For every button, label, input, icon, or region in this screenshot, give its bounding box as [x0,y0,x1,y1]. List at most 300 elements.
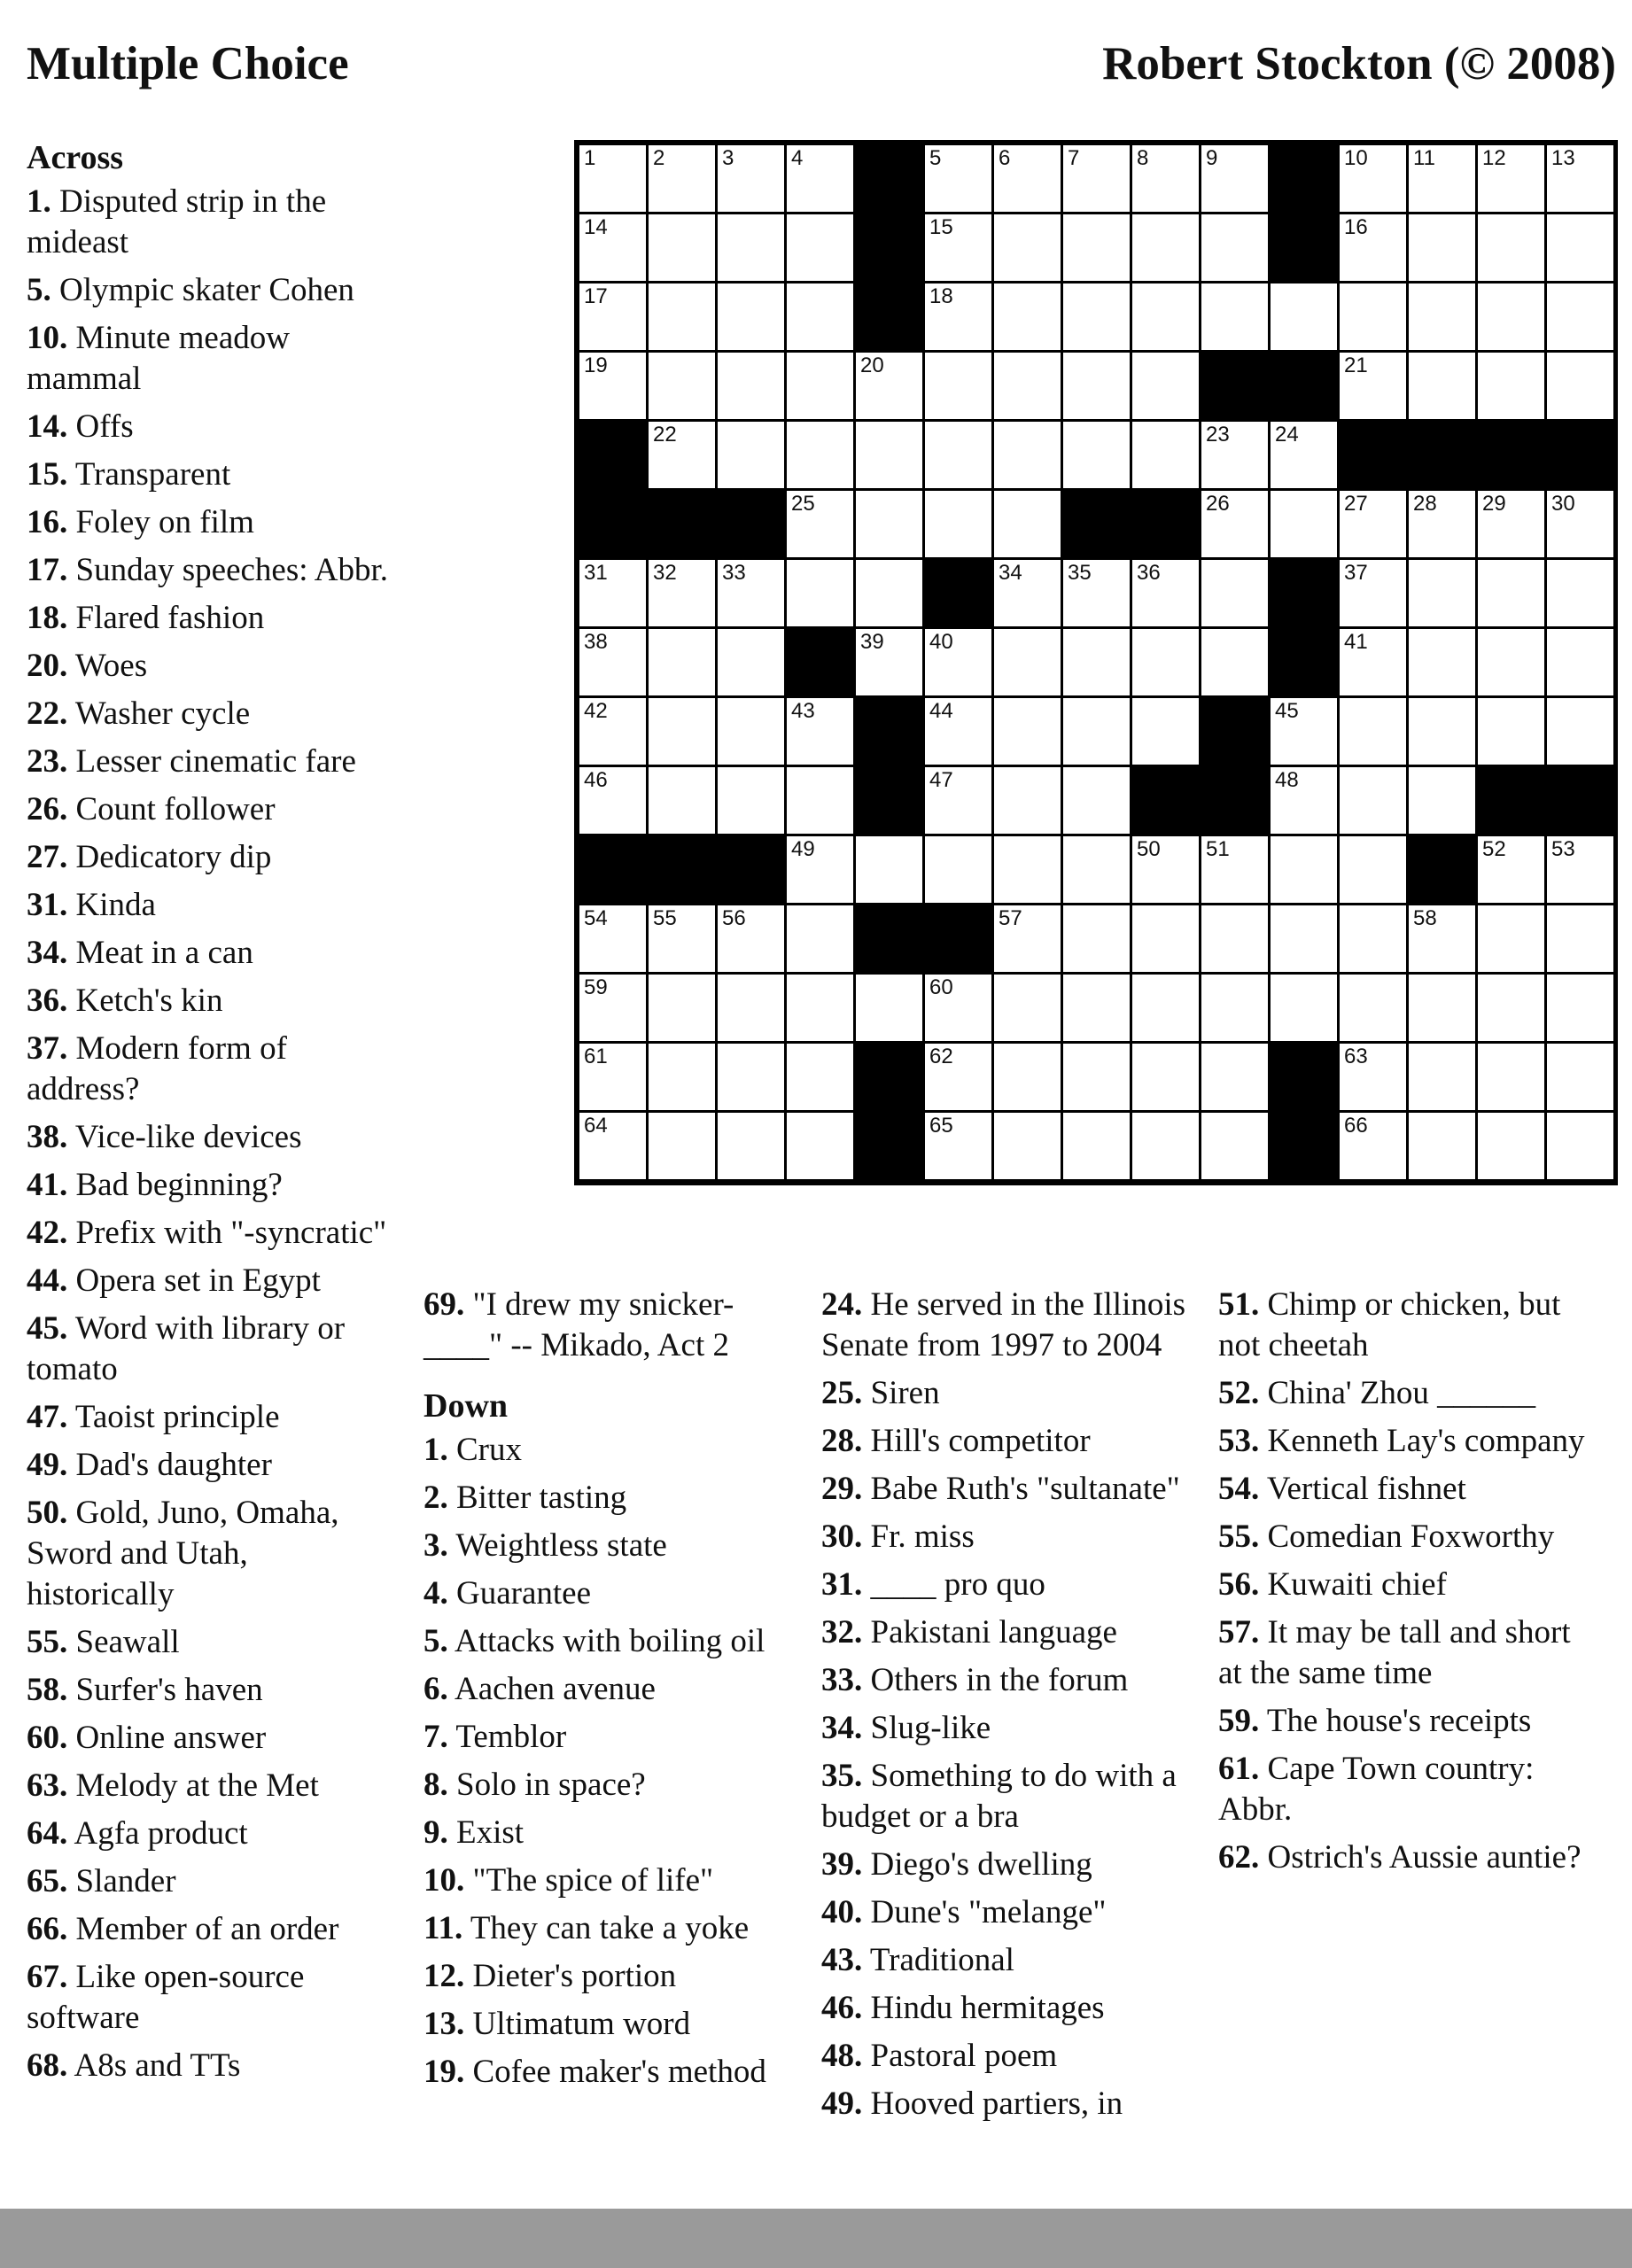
grid-cell[interactable] [1131,144,1201,214]
grid-cell[interactable] [1476,1042,1546,1112]
clue-item[interactable] [27,270,390,311]
clue-number: 10. [424,1862,465,1899]
grid-block [716,489,786,559]
clue-item[interactable] [424,1669,787,1710]
grid-cell[interactable] [1407,144,1477,214]
grid-cell[interactable] [1061,627,1131,697]
clue-item[interactable] [27,742,390,782]
grid-cell[interactable] [1131,351,1201,421]
clue-number: 67. [27,1959,68,1995]
grid-cell[interactable] [1545,627,1615,697]
grid-cell[interactable] [647,696,717,766]
grid-cell[interactable] [716,627,786,697]
grid-block [578,420,648,490]
grid-cell[interactable] [1545,1111,1615,1181]
clue-item[interactable] [27,1445,390,1486]
grid-cell[interactable] [854,558,924,628]
clue-item[interactable] [27,1861,390,1902]
grid-cell[interactable] [785,489,855,559]
grid-cell[interactable] [785,973,855,1043]
grid-cell[interactable] [992,765,1062,835]
grid-cell[interactable] [716,1042,786,1112]
grid-cell[interactable] [1545,351,1615,421]
clue-item[interactable] [821,1373,1193,1414]
grid-cell[interactable] [1338,351,1408,421]
grid-cell[interactable] [923,213,993,283]
grid-cell[interactable] [1476,973,1546,1043]
grid-cell[interactable] [716,973,786,1043]
clue-item[interactable] [821,1708,1193,1749]
grid-cell[interactable] [647,904,717,974]
grid-cell[interactable] [1269,973,1339,1043]
grid-cell[interactable] [992,213,1062,283]
grid-cell[interactable] [854,835,924,905]
grid-block [1407,420,1477,490]
clue-item[interactable] [424,1813,787,1853]
grid-cell[interactable] [578,1042,648,1112]
clue-item[interactable] [1218,1837,1599,1878]
grid-cell[interactable] [1338,213,1408,283]
clue-text: Prefix with "-syncratic" [75,1215,387,1251]
grid-cell[interactable] [578,558,648,628]
grid-cell[interactable] [1269,420,1339,490]
across-clue-list [27,182,390,2086]
clue-item[interactable] [424,1765,787,1806]
clue-item[interactable] [821,1892,1193,1933]
grid-cell[interactable] [1200,213,1270,283]
grid-cell[interactable] [1407,765,1477,835]
clue-item[interactable] [424,1526,787,1566]
grid-cell[interactable] [785,144,855,214]
clue-item[interactable] [27,837,390,878]
grid-cell[interactable] [647,420,717,490]
clue-text: Hill's competitor [870,1423,1091,1459]
grid-cell[interactable] [1545,1042,1615,1112]
grid-cell[interactable] [647,1111,717,1181]
grid-cell[interactable] [1407,213,1477,283]
grid-cell[interactable] [992,420,1062,490]
grid-cell[interactable] [716,420,786,490]
grid-cell[interactable] [647,765,717,835]
grid-cell[interactable] [923,1111,993,1181]
clue-item[interactable] [1218,1749,1599,1830]
clue-number: 23. [27,743,68,780]
cell-number: 6 [999,146,1011,170]
clue-item[interactable] [27,1766,390,1806]
grid-cell[interactable] [1407,696,1477,766]
clue-text: A8s and TTs [74,2047,241,2084]
grid-cell[interactable] [1269,489,1339,559]
clue-item[interactable] [27,1261,390,1301]
grid-cell[interactable] [1476,904,1546,974]
grid-cell[interactable] [578,696,648,766]
grid-cell[interactable] [1131,213,1201,283]
grid-cell[interactable] [1407,282,1477,352]
grid-cell[interactable] [1407,351,1477,421]
grid-cell[interactable] [923,351,993,421]
grid-cell[interactable] [578,144,648,214]
clue-number: 68. [27,2047,68,2084]
grid-cell[interactable] [1200,835,1270,905]
grid-cell[interactable] [1545,835,1615,905]
clue-item[interactable] [424,1430,787,1471]
clue-item[interactable] [27,789,390,830]
grid-cell[interactable] [716,904,786,974]
grid-cell[interactable] [1061,696,1131,766]
grid-cell[interactable] [1338,1042,1408,1112]
clue-item[interactable] [27,502,390,543]
grid-cell[interactable] [992,144,1062,214]
clue-item[interactable] [27,1957,390,2039]
grid-cell[interactable] [785,904,855,974]
grid-cell[interactable] [1200,973,1270,1043]
grid-cell[interactable] [785,1042,855,1112]
clue-item[interactable] [1218,1373,1599,1414]
grid-cell[interactable] [1338,144,1408,214]
cell-number: 55 [653,906,677,930]
grid-cell[interactable] [1476,282,1546,352]
clue-item[interactable] [1218,1421,1599,1462]
cell-number: 51 [1206,837,1230,861]
grid-cell[interactable] [785,765,855,835]
cell-number: 57 [999,906,1022,930]
clue-item[interactable] [821,2084,1193,2124]
clue-item[interactable] [821,1612,1193,1653]
grid-cell[interactable] [647,351,717,421]
clue-item[interactable] [1218,1469,1599,1510]
grid-cell[interactable] [992,489,1062,559]
grid-cell[interactable] [1545,144,1615,214]
clue-item[interactable] [821,1285,1193,1366]
grid-cell[interactable] [854,420,924,490]
grid-cell[interactable] [647,1042,717,1112]
grid-cell[interactable] [1131,558,1201,628]
grid-cell[interactable] [647,144,717,214]
grid-cell[interactable] [923,627,993,697]
clue-item[interactable] [1218,1701,1599,1742]
clue-item[interactable] [424,2004,787,2045]
grid-cell[interactable] [992,835,1062,905]
grid-cell[interactable] [1476,489,1546,559]
clue-item[interactable] [27,1814,390,1854]
grid-cell[interactable] [785,835,855,905]
grid-cell[interactable] [1061,1042,1131,1112]
grid-cell[interactable] [1476,835,1546,905]
grid-cell[interactable] [1338,973,1408,1043]
clue-item[interactable] [27,1493,390,1615]
grid-cell[interactable] [1061,1111,1131,1181]
grid-cell[interactable] [1061,420,1131,490]
grid-cell[interactable] [1545,904,1615,974]
grid-cell[interactable] [716,696,786,766]
grid-cell[interactable] [992,351,1062,421]
cell-number: 39 [860,630,884,654]
grid-cell[interactable] [1061,904,1131,974]
grid-cell[interactable] [923,973,993,1043]
grid-cell[interactable] [1131,282,1201,352]
grid-cell[interactable] [1338,696,1408,766]
grid-cell[interactable] [1269,765,1339,835]
grid-cell[interactable] [1407,1042,1477,1112]
grid-cell[interactable] [647,627,717,697]
grid-cell[interactable] [716,282,786,352]
grid-cell[interactable] [1476,213,1546,283]
clue-item[interactable] [27,1029,390,1110]
cell-number: 10 [1344,146,1368,170]
grid-cell[interactable] [1338,489,1408,559]
clue-item[interactable] [821,1421,1193,1462]
grid-cell[interactable] [1200,904,1270,974]
clue-item[interactable] [27,933,390,974]
grid-cell[interactable] [1131,973,1201,1043]
grid-cell[interactable] [1131,696,1201,766]
grid-cell[interactable] [923,282,993,352]
grid-cell[interactable] [1200,558,1270,628]
grid-cell[interactable] [1545,696,1615,766]
grid-cell[interactable] [578,904,648,974]
grid-cell[interactable] [1407,558,1477,628]
clue-item[interactable] [424,1621,787,1662]
clue-item[interactable] [27,1909,390,1950]
grid-cell[interactable] [1407,973,1477,1043]
clue-item[interactable] [27,1670,390,1711]
clue-item[interactable] [27,550,390,591]
grid-cell[interactable] [1407,489,1477,559]
grid-cell[interactable] [1061,351,1131,421]
clue-item[interactable] [27,318,390,400]
clue-item[interactable] [27,1309,390,1390]
clue-text: Slander [75,1863,176,1899]
grid-block [854,765,924,835]
grid-cell[interactable] [1200,1111,1270,1181]
crossword-grid[interactable] [574,140,1618,1185]
clue-item[interactable] [1218,1612,1599,1694]
clue-number: 60. [27,1720,68,1756]
clue-item[interactable] [27,2046,390,2086]
grid-cell[interactable] [1545,558,1615,628]
grid-cell[interactable] [1131,420,1201,490]
grid-cell[interactable] [578,627,648,697]
clue-item[interactable] [27,598,390,639]
grid-cell[interactable] [992,973,1062,1043]
grid-cell[interactable] [1407,904,1477,974]
grid-cell[interactable] [716,765,786,835]
grid-cell[interactable] [578,973,648,1043]
grid-cell[interactable] [716,213,786,283]
clue-number: 25. [821,1375,863,1411]
clue-item[interactable] [424,2052,787,2093]
grid-cell[interactable] [923,1042,993,1112]
grid-cell[interactable] [1200,282,1270,352]
grid-block [1131,765,1201,835]
grid-cell[interactable] [1407,627,1477,697]
grid-cell[interactable] [1061,282,1131,352]
clue-item[interactable] [1218,1565,1599,1605]
cell-number: 13 [1551,146,1575,170]
grid-cell[interactable] [1476,558,1546,628]
clue-item[interactable] [821,1756,1193,1837]
grid-cell[interactable] [1200,627,1270,697]
clue-text: Chimp or chicken, but not cheetah [1218,1286,1561,1363]
grid-cell[interactable] [716,351,786,421]
grid-cell[interactable] [1131,904,1201,974]
grid-cell[interactable] [785,696,855,766]
grid-cell[interactable] [992,282,1062,352]
clue-item[interactable] [27,1397,390,1438]
clue-item[interactable] [424,1956,787,1997]
clue-item[interactable] [424,1860,787,1901]
grid-block [1061,489,1131,559]
grid-cell[interactable] [578,1111,648,1181]
clue-item[interactable] [821,1940,1193,1981]
clue-item[interactable] [821,1845,1193,1885]
grid-cell[interactable] [854,351,924,421]
grid-cell[interactable] [1269,696,1339,766]
grid-cell[interactable] [1338,1111,1408,1181]
grid-cell[interactable] [1338,904,1408,974]
grid-cell[interactable] [1131,835,1201,905]
grid-cell[interactable] [923,489,993,559]
grid-cell[interactable] [1338,558,1408,628]
grid-cell[interactable] [1476,1111,1546,1181]
grid-cell[interactable] [923,835,993,905]
cell-number: 8 [1137,146,1149,170]
grid-cell[interactable] [1200,489,1270,559]
clue-item[interactable] [27,1718,390,1759]
grid-cell[interactable] [716,558,786,628]
clue-item[interactable] [821,2036,1193,2077]
grid-cell[interactable] [1061,765,1131,835]
grid-cell[interactable] [1131,1111,1201,1181]
grid-cell[interactable] [647,973,717,1043]
grid-cell[interactable] [992,1042,1062,1112]
grid-cell[interactable] [785,420,855,490]
grid-cell[interactable] [992,558,1062,628]
grid-cell[interactable] [716,144,786,214]
grid-cell[interactable] [647,558,717,628]
grid-cell[interactable] [992,904,1062,974]
grid-cell[interactable] [1338,835,1408,905]
grid-cell[interactable] [716,1111,786,1181]
grid-cell[interactable] [578,351,648,421]
grid-cell[interactable] [923,144,993,214]
grid-cell[interactable] [1545,489,1615,559]
clue-text: Bitter tasting [456,1480,627,1516]
grid-cell[interactable] [785,282,855,352]
clue-item[interactable] [821,1565,1193,1605]
grid-cell[interactable] [1545,973,1615,1043]
cell-number: 18 [929,284,953,308]
grid-cell[interactable] [992,696,1062,766]
grid-cell[interactable] [923,420,993,490]
grid-cell[interactable] [854,973,924,1043]
grid-cell[interactable] [1338,765,1408,835]
clue-item[interactable] [821,1517,1193,1557]
clue-item[interactable] [424,1908,787,1949]
clue-item[interactable] [821,1988,1193,2029]
grid-cell[interactable] [1476,144,1546,214]
grid-cell[interactable] [785,558,855,628]
grid-cell[interactable] [1061,835,1131,905]
grid-cell[interactable] [923,765,993,835]
grid-cell[interactable] [1269,282,1339,352]
grid-cell[interactable] [992,627,1062,697]
grid-cell[interactable] [578,282,648,352]
clue-item[interactable] [424,1285,787,1366]
grid-cell[interactable] [1131,1042,1201,1112]
grid-cell[interactable] [578,213,648,283]
grid-cell[interactable] [1476,351,1546,421]
grid-cell[interactable] [1061,558,1131,628]
clue-item[interactable] [27,454,390,495]
grid-cell[interactable] [1200,144,1270,214]
clue-item[interactable] [821,1660,1193,1701]
grid-cell[interactable] [647,282,717,352]
grid-cell[interactable] [1131,627,1201,697]
clue-number: 50. [27,1495,68,1531]
grid-cell[interactable] [785,1111,855,1181]
grid-cell[interactable] [1545,213,1615,283]
grid-cell[interactable] [1200,420,1270,490]
cell-number: 3 [722,146,734,170]
grid-cell[interactable] [785,213,855,283]
clue-item[interactable] [27,885,390,926]
clue-item[interactable] [424,1717,787,1758]
grid-block [647,835,717,905]
grid-cell[interactable] [1476,696,1546,766]
clue-item[interactable] [27,182,390,263]
clue-item[interactable] [27,407,390,447]
grid-cell[interactable] [1545,282,1615,352]
clue-item[interactable] [27,1117,390,1158]
grid-cell[interactable] [1338,627,1408,697]
clue-item[interactable] [27,646,390,687]
clue-item[interactable] [27,981,390,1021]
grid-cell[interactable] [923,696,993,766]
grid-cell[interactable] [1269,904,1339,974]
grid-cell[interactable] [854,489,924,559]
clue-item[interactable] [424,1478,787,1518]
clue-item[interactable] [1218,1517,1599,1557]
grid-cell[interactable] [1338,282,1408,352]
grid-cell[interactable] [578,765,648,835]
grid-cell[interactable] [1200,1042,1270,1112]
clue-number: 10. [27,320,68,356]
grid-cell[interactable] [647,213,717,283]
grid-cell[interactable] [1061,213,1131,283]
grid-cell[interactable] [785,351,855,421]
grid-cell[interactable] [1269,835,1339,905]
grid-cell[interactable] [1476,627,1546,697]
clue-item[interactable] [27,1213,390,1254]
clue-text: Vertical fishnet [1266,1471,1466,1507]
clue-item[interactable] [1218,1285,1599,1366]
clue-item[interactable] [27,1622,390,1663]
cell-number: 66 [1344,1114,1368,1138]
grid-cell[interactable] [1061,973,1131,1043]
cell-number: 60 [929,975,953,999]
grid-cell[interactable] [854,627,924,697]
grid-cell[interactable] [992,1111,1062,1181]
grid-cell[interactable] [1407,1111,1477,1181]
grid-cell[interactable] [1061,144,1131,214]
clue-item[interactable] [424,1573,787,1614]
clue-item[interactable] [27,694,390,734]
clue-text: "I drew my snicker-____" -- Mikado, Act 2 [424,1286,734,1363]
clue-text: Kinda [75,887,156,923]
clue-item[interactable] [821,1469,1193,1510]
clue-item[interactable] [27,1165,390,1206]
